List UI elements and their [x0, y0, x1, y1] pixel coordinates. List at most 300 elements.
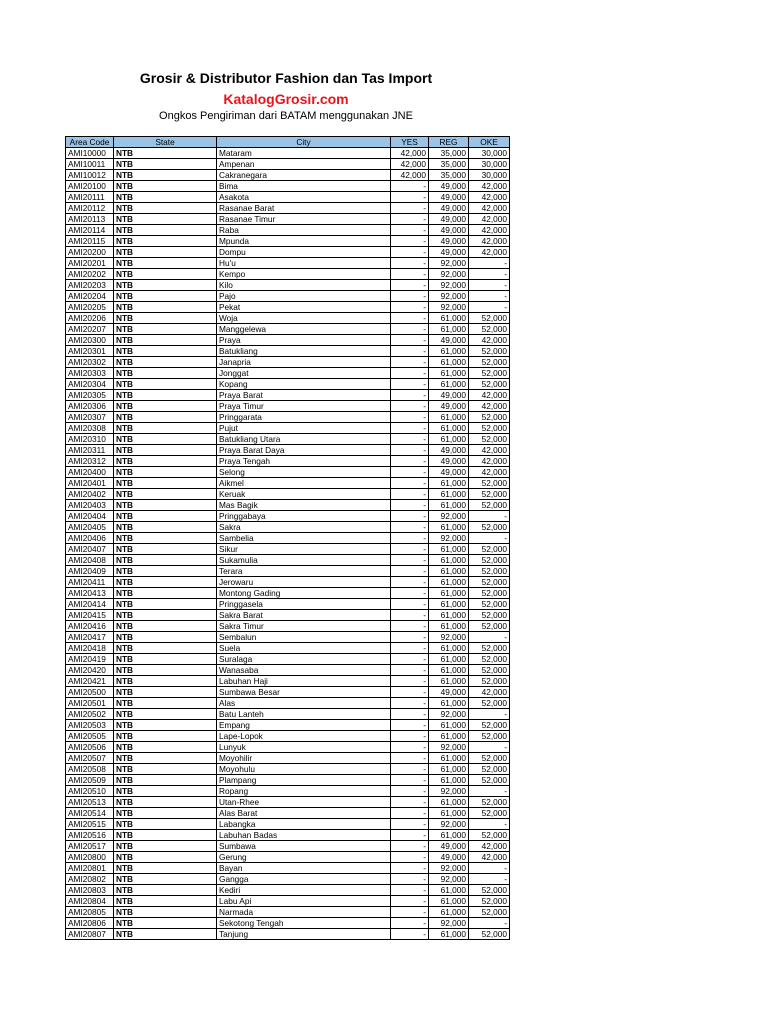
table-row — [66, 434, 510, 445]
city-cell: Kediri — [217, 885, 391, 896]
city-cell: Hu'u — [217, 258, 391, 269]
reg-rate-cell: 61,000 — [429, 324, 469, 335]
state-cell: NTB — [114, 456, 217, 467]
state-cell: NTB — [114, 181, 217, 192]
area-code-cell: AMI20413 — [66, 588, 114, 599]
reg-rate-cell: 92,000 — [429, 709, 469, 720]
table-row — [66, 511, 510, 522]
state-cell: NTB — [114, 632, 217, 643]
reg-rate-cell: 61,000 — [429, 544, 469, 555]
city-cell: Lunyuk — [217, 742, 391, 753]
state-cell: NTB — [114, 445, 217, 456]
area-code-cell: AMI20312 — [66, 456, 114, 467]
oke-rate-cell: 52,000 — [469, 434, 510, 445]
yes-rate-cell: - — [391, 236, 429, 247]
yes-rate-cell: - — [391, 280, 429, 291]
oke-rate-cell: 52,000 — [469, 654, 510, 665]
city-cell: Praya Timur — [217, 401, 391, 412]
table-row — [66, 742, 510, 753]
reg-rate-cell: 61,000 — [429, 478, 469, 489]
table-row — [66, 907, 510, 918]
reg-rate-cell: 92,000 — [429, 291, 469, 302]
city-cell: Pujut — [217, 423, 391, 434]
oke-rate-cell: 52,000 — [469, 621, 510, 632]
oke-rate-cell: 52,000 — [469, 588, 510, 599]
reg-rate-cell: 49,000 — [429, 236, 469, 247]
oke-rate-cell: - — [469, 632, 510, 643]
city-cell: Mpunda — [217, 236, 391, 247]
yes-rate-cell: - — [391, 764, 429, 775]
city-cell: Tanjung — [217, 929, 391, 940]
city-cell: Praya Barat — [217, 390, 391, 401]
area-code-cell: AMI20204 — [66, 291, 114, 302]
city-cell: Dompu — [217, 247, 391, 258]
area-code-cell: AMI20421 — [66, 676, 114, 687]
oke-rate-cell: 52,000 — [469, 357, 510, 368]
reg-rate-cell: 61,000 — [429, 764, 469, 775]
table-row — [66, 621, 510, 632]
reg-rate-cell: 92,000 — [429, 533, 469, 544]
area-code-cell: AMI20111 — [66, 192, 114, 203]
area-code-cell: AMI20407 — [66, 544, 114, 555]
site-name: KatalogGrosir.com — [223, 91, 349, 107]
reg-rate-cell: 61,000 — [429, 566, 469, 577]
reg-rate-cell: 61,000 — [429, 368, 469, 379]
reg-rate-cell: 61,000 — [429, 313, 469, 324]
state-cell: NTB — [114, 863, 217, 874]
area-code-cell: AMI20807 — [66, 929, 114, 940]
area-code-cell: AMI20400 — [66, 467, 114, 478]
table-row — [66, 687, 510, 698]
oke-rate-cell: - — [469, 742, 510, 753]
city-cell: Ropang — [217, 786, 391, 797]
area-code-cell: AMI20800 — [66, 852, 114, 863]
state-cell: NTB — [114, 841, 217, 852]
city-cell: Labuhan Badas — [217, 830, 391, 841]
yes-rate-cell: - — [391, 566, 429, 577]
oke-rate-cell: 52,000 — [469, 907, 510, 918]
city-cell: Pajo — [217, 291, 391, 302]
table-row — [66, 489, 510, 500]
yes-rate-cell: - — [391, 445, 429, 456]
area-code-cell: AMI20500 — [66, 687, 114, 698]
table-row — [66, 346, 510, 357]
area-code-cell: AMI20514 — [66, 808, 114, 819]
oke-rate-cell: 30,000 — [469, 148, 510, 159]
area-code-cell: AMI20404 — [66, 511, 114, 522]
table-row — [66, 632, 510, 643]
page-title: Grosir & Distributor Fashion dan Tas Import — [139, 70, 433, 86]
state-cell: NTB — [114, 203, 217, 214]
state-cell: NTB — [114, 621, 217, 632]
reg-rate-cell: 92,000 — [429, 863, 469, 874]
table-row — [66, 280, 510, 291]
city-cell: Labu Api — [217, 896, 391, 907]
reg-rate-cell: 61,000 — [429, 929, 469, 940]
oke-rate-cell: 52,000 — [469, 544, 510, 555]
table-row — [66, 588, 510, 599]
state-cell: NTB — [114, 687, 217, 698]
state-cell: NTB — [114, 291, 217, 302]
yes-rate-cell: - — [391, 610, 429, 621]
area-code-cell: AMI20508 — [66, 764, 114, 775]
city-cell: Batukliang Utara — [217, 434, 391, 445]
state-cell: NTB — [114, 852, 217, 863]
table-row — [66, 786, 510, 797]
yes-rate-cell: - — [391, 533, 429, 544]
area-code-cell: AMI20303 — [66, 368, 114, 379]
area-code-cell: AMI20515 — [66, 819, 114, 830]
oke-rate-cell: 42,000 — [469, 390, 510, 401]
area-code-cell: AMI20305 — [66, 390, 114, 401]
yes-rate-cell: - — [391, 302, 429, 313]
state-cell: NTB — [114, 533, 217, 544]
city-cell: Jonggat — [217, 368, 391, 379]
state-cell: NTB — [114, 742, 217, 753]
city-cell: Labuhan Haji — [217, 676, 391, 687]
state-cell: NTB — [114, 313, 217, 324]
city-cell: Jerowaru — [217, 577, 391, 588]
city-cell: Rasanae Timur — [217, 214, 391, 225]
yes-rate-cell: - — [391, 599, 429, 610]
area-code-cell: AMI20112 — [66, 203, 114, 214]
city-cell: Lape-Lopok — [217, 731, 391, 742]
oke-rate-cell: 52,000 — [469, 896, 510, 907]
state-cell: NTB — [114, 247, 217, 258]
yes-rate-cell: - — [391, 709, 429, 720]
state-cell: NTB — [114, 797, 217, 808]
yes-rate-cell: - — [391, 698, 429, 709]
city-cell: Empang — [217, 720, 391, 731]
table-body — [66, 148, 510, 940]
oke-rate-cell: 52,000 — [469, 489, 510, 500]
yes-rate-cell: - — [391, 511, 429, 522]
oke-rate-cell: 52,000 — [469, 346, 510, 357]
state-cell: NTB — [114, 907, 217, 918]
reg-rate-cell: 61,000 — [429, 610, 469, 621]
yes-rate-cell: - — [391, 720, 429, 731]
city-cell: Batu Lanteh — [217, 709, 391, 720]
yes-rate-cell: - — [391, 544, 429, 555]
state-cell: NTB — [114, 357, 217, 368]
yes-rate-cell: - — [391, 929, 429, 940]
city-cell: Sambelia — [217, 533, 391, 544]
table-row — [66, 720, 510, 731]
area-code-cell: AMI20306 — [66, 401, 114, 412]
shipping-rate-table — [65, 136, 510, 940]
area-code-cell: AMI20403 — [66, 500, 114, 511]
city-cell: Suela — [217, 643, 391, 654]
city-cell: Pringgabaya — [217, 511, 391, 522]
yes-rate-cell: - — [391, 786, 429, 797]
yes-rate-cell: - — [391, 313, 429, 324]
city-cell: Cakranegara — [217, 170, 391, 181]
table-row — [66, 665, 510, 676]
oke-rate-cell: 52,000 — [469, 676, 510, 687]
city-cell: Alas — [217, 698, 391, 709]
reg-rate-cell: 49,000 — [429, 390, 469, 401]
table-row — [66, 379, 510, 390]
table-row — [66, 390, 510, 401]
table-row — [66, 423, 510, 434]
city-cell: Mataram — [217, 148, 391, 159]
yes-rate-cell: - — [391, 742, 429, 753]
state-cell: NTB — [114, 808, 217, 819]
state-cell: NTB — [114, 819, 217, 830]
state-cell: NTB — [114, 192, 217, 203]
oke-rate-cell: 52,000 — [469, 566, 510, 577]
city-cell: Sukamulia — [217, 555, 391, 566]
reg-rate-cell: 92,000 — [429, 511, 469, 522]
state-cell: NTB — [114, 401, 217, 412]
city-cell: Sumbawa Besar — [217, 687, 391, 698]
table-row — [66, 203, 510, 214]
table-row — [66, 214, 510, 225]
reg-rate-cell: 49,000 — [429, 335, 469, 346]
area-code-cell: AMI20207 — [66, 324, 114, 335]
table-row — [66, 819, 510, 830]
yes-rate-cell: - — [391, 346, 429, 357]
state-cell: NTB — [114, 918, 217, 929]
oke-rate-cell: 52,000 — [469, 775, 510, 786]
area-code-cell: AMI20408 — [66, 555, 114, 566]
yes-rate-cell: - — [391, 808, 429, 819]
oke-rate-cell: 30,000 — [469, 159, 510, 170]
reg-rate-cell: 61,000 — [429, 775, 469, 786]
table-row — [66, 885, 510, 896]
reg-rate-cell: 61,000 — [429, 753, 469, 764]
table-row — [66, 192, 510, 203]
table-row — [66, 412, 510, 423]
table-row — [66, 247, 510, 258]
state-cell: NTB — [114, 379, 217, 390]
area-code-cell: AMI20301 — [66, 346, 114, 357]
oke-rate-cell: 52,000 — [469, 808, 510, 819]
column-header-area-code: Area Code — [66, 137, 114, 148]
table-row — [66, 368, 510, 379]
state-cell: NTB — [114, 830, 217, 841]
reg-rate-cell: 61,000 — [429, 412, 469, 423]
oke-rate-cell: 52,000 — [469, 720, 510, 731]
column-header-oke: OKE — [469, 137, 510, 148]
area-code-cell: AMI20206 — [66, 313, 114, 324]
oke-rate-cell: 42,000 — [469, 456, 510, 467]
oke-rate-cell: 52,000 — [469, 830, 510, 841]
state-cell: NTB — [114, 346, 217, 357]
state-cell: NTB — [114, 500, 217, 511]
city-cell: Praya — [217, 335, 391, 346]
state-cell: NTB — [114, 676, 217, 687]
area-code-cell: AMI20205 — [66, 302, 114, 313]
reg-rate-cell: 61,000 — [429, 676, 469, 687]
city-cell: Utan-Rhee — [217, 797, 391, 808]
oke-rate-cell: 52,000 — [469, 412, 510, 423]
city-cell: Batukliang — [217, 346, 391, 357]
yes-rate-cell: - — [391, 401, 429, 412]
yes-rate-cell: - — [391, 225, 429, 236]
area-code-cell: AMI20402 — [66, 489, 114, 500]
reg-rate-cell: 92,000 — [429, 819, 469, 830]
area-code-cell: AMI20420 — [66, 665, 114, 676]
table-row — [66, 797, 510, 808]
area-code-cell: AMI10012 — [66, 170, 114, 181]
reg-rate-cell: 49,000 — [429, 192, 469, 203]
table-row — [66, 610, 510, 621]
area-code-cell: AMI20100 — [66, 181, 114, 192]
table-row — [66, 874, 510, 885]
reg-rate-cell: 35,000 — [429, 148, 469, 159]
oke-rate-cell: 52,000 — [469, 643, 510, 654]
area-code-cell: AMI20115 — [66, 236, 114, 247]
state-cell: NTB — [114, 225, 217, 236]
reg-rate-cell: 61,000 — [429, 346, 469, 357]
area-code-cell: AMI20414 — [66, 599, 114, 610]
state-cell: NTB — [114, 720, 217, 731]
oke-rate-cell: - — [469, 269, 510, 280]
oke-rate-cell: 52,000 — [469, 599, 510, 610]
state-cell: NTB — [114, 555, 217, 566]
reg-rate-cell: 61,000 — [429, 720, 469, 731]
area-code-cell: AMI20202 — [66, 269, 114, 280]
yes-rate-cell: - — [391, 588, 429, 599]
reg-rate-cell: 92,000 — [429, 258, 469, 269]
area-code-cell: AMI20201 — [66, 258, 114, 269]
yes-rate-cell: 42,000 — [391, 159, 429, 170]
reg-rate-cell: 61,000 — [429, 885, 469, 896]
city-cell: Sekotong Tengah — [217, 918, 391, 929]
oke-rate-cell: 42,000 — [469, 192, 510, 203]
column-header-city: City — [217, 137, 391, 148]
oke-rate-cell: 52,000 — [469, 577, 510, 588]
city-cell: Bayan — [217, 863, 391, 874]
table-row — [66, 500, 510, 511]
city-cell: Ampenan — [217, 159, 391, 170]
city-cell: Wanasaba — [217, 665, 391, 676]
area-code-cell: AMI20302 — [66, 357, 114, 368]
area-code-cell: AMI20517 — [66, 841, 114, 852]
reg-rate-cell: 61,000 — [429, 522, 469, 533]
city-cell: Praya Barat Daya — [217, 445, 391, 456]
area-code-cell: AMI20806 — [66, 918, 114, 929]
reg-rate-cell: 92,000 — [429, 874, 469, 885]
state-cell: NTB — [114, 302, 217, 313]
city-cell: Sembalun — [217, 632, 391, 643]
state-cell: NTB — [114, 654, 217, 665]
yes-rate-cell: - — [391, 291, 429, 302]
yes-rate-cell: - — [391, 203, 429, 214]
table-row — [66, 929, 510, 940]
oke-rate-cell: 52,000 — [469, 610, 510, 621]
state-cell: NTB — [114, 335, 217, 346]
state-cell: NTB — [114, 478, 217, 489]
city-cell: Kilo — [217, 280, 391, 291]
state-cell: NTB — [114, 698, 217, 709]
area-code-cell: AMI20203 — [66, 280, 114, 291]
oke-rate-cell: - — [469, 291, 510, 302]
table-row — [66, 775, 510, 786]
oke-rate-cell: 52,000 — [469, 885, 510, 896]
yes-rate-cell: - — [391, 654, 429, 665]
oke-rate-cell: 52,000 — [469, 379, 510, 390]
oke-rate-cell: - — [469, 511, 510, 522]
area-code-cell: AMI20502 — [66, 709, 114, 720]
area-code-cell: AMI20411 — [66, 577, 114, 588]
city-cell: Sakra Timur — [217, 621, 391, 632]
city-cell: Narmada — [217, 907, 391, 918]
area-code-cell: AMI20401 — [66, 478, 114, 489]
oke-rate-cell: 42,000 — [469, 445, 510, 456]
reg-rate-cell: 35,000 — [429, 159, 469, 170]
table-row — [66, 764, 510, 775]
city-cell: Plampang — [217, 775, 391, 786]
oke-rate-cell: 52,000 — [469, 731, 510, 742]
table-row — [66, 841, 510, 852]
oke-rate-cell: - — [469, 918, 510, 929]
column-header-yes: YES — [391, 137, 429, 148]
state-cell: NTB — [114, 269, 217, 280]
area-code-cell: AMI20803 — [66, 885, 114, 896]
reg-rate-cell: 49,000 — [429, 467, 469, 478]
city-cell: Sumbawa — [217, 841, 391, 852]
oke-rate-cell: 52,000 — [469, 478, 510, 489]
city-cell: Woja — [217, 313, 391, 324]
state-cell: NTB — [114, 467, 217, 478]
yes-rate-cell: - — [391, 423, 429, 434]
table-row — [66, 566, 510, 577]
reg-rate-cell: 49,000 — [429, 687, 469, 698]
table-row — [66, 324, 510, 335]
reg-rate-cell: 49,000 — [429, 445, 469, 456]
reg-rate-cell: 49,000 — [429, 456, 469, 467]
table-row — [66, 148, 510, 159]
oke-rate-cell: 42,000 — [469, 225, 510, 236]
city-cell: Kopang — [217, 379, 391, 390]
oke-rate-cell: 42,000 — [469, 852, 510, 863]
state-cell: NTB — [114, 390, 217, 401]
state-cell: NTB — [114, 610, 217, 621]
yes-rate-cell: - — [391, 775, 429, 786]
reg-rate-cell: 61,000 — [429, 665, 469, 676]
city-cell: Moyohulu — [217, 764, 391, 775]
city-cell: Kempo — [217, 269, 391, 280]
table-header-row — [66, 137, 510, 148]
city-cell: Mas Bagik — [217, 500, 391, 511]
yes-rate-cell: - — [391, 467, 429, 478]
table-row — [66, 258, 510, 269]
oke-rate-cell: - — [469, 819, 510, 830]
table-row — [66, 445, 510, 456]
area-code-cell: AMI20507 — [66, 753, 114, 764]
area-code-cell: AMI10011 — [66, 159, 114, 170]
city-cell: Pringgarata — [217, 412, 391, 423]
oke-rate-cell: - — [469, 874, 510, 885]
area-code-cell: AMI20415 — [66, 610, 114, 621]
table-row — [66, 456, 510, 467]
table-row — [66, 577, 510, 588]
table-row — [66, 302, 510, 313]
oke-rate-cell: 30,000 — [469, 170, 510, 181]
table-row — [66, 533, 510, 544]
table-row — [66, 643, 510, 654]
reg-rate-cell: 92,000 — [429, 269, 469, 280]
yes-rate-cell: - — [391, 819, 429, 830]
reg-rate-cell: 49,000 — [429, 225, 469, 236]
city-cell: Pringgasela — [217, 599, 391, 610]
state-cell: NTB — [114, 511, 217, 522]
page-subtitle: Ongkos Pengiriman dari BATAM menggunakan JNE — [159, 110, 413, 122]
area-code-cell: AMI20805 — [66, 907, 114, 918]
state-cell: NTB — [114, 665, 217, 676]
